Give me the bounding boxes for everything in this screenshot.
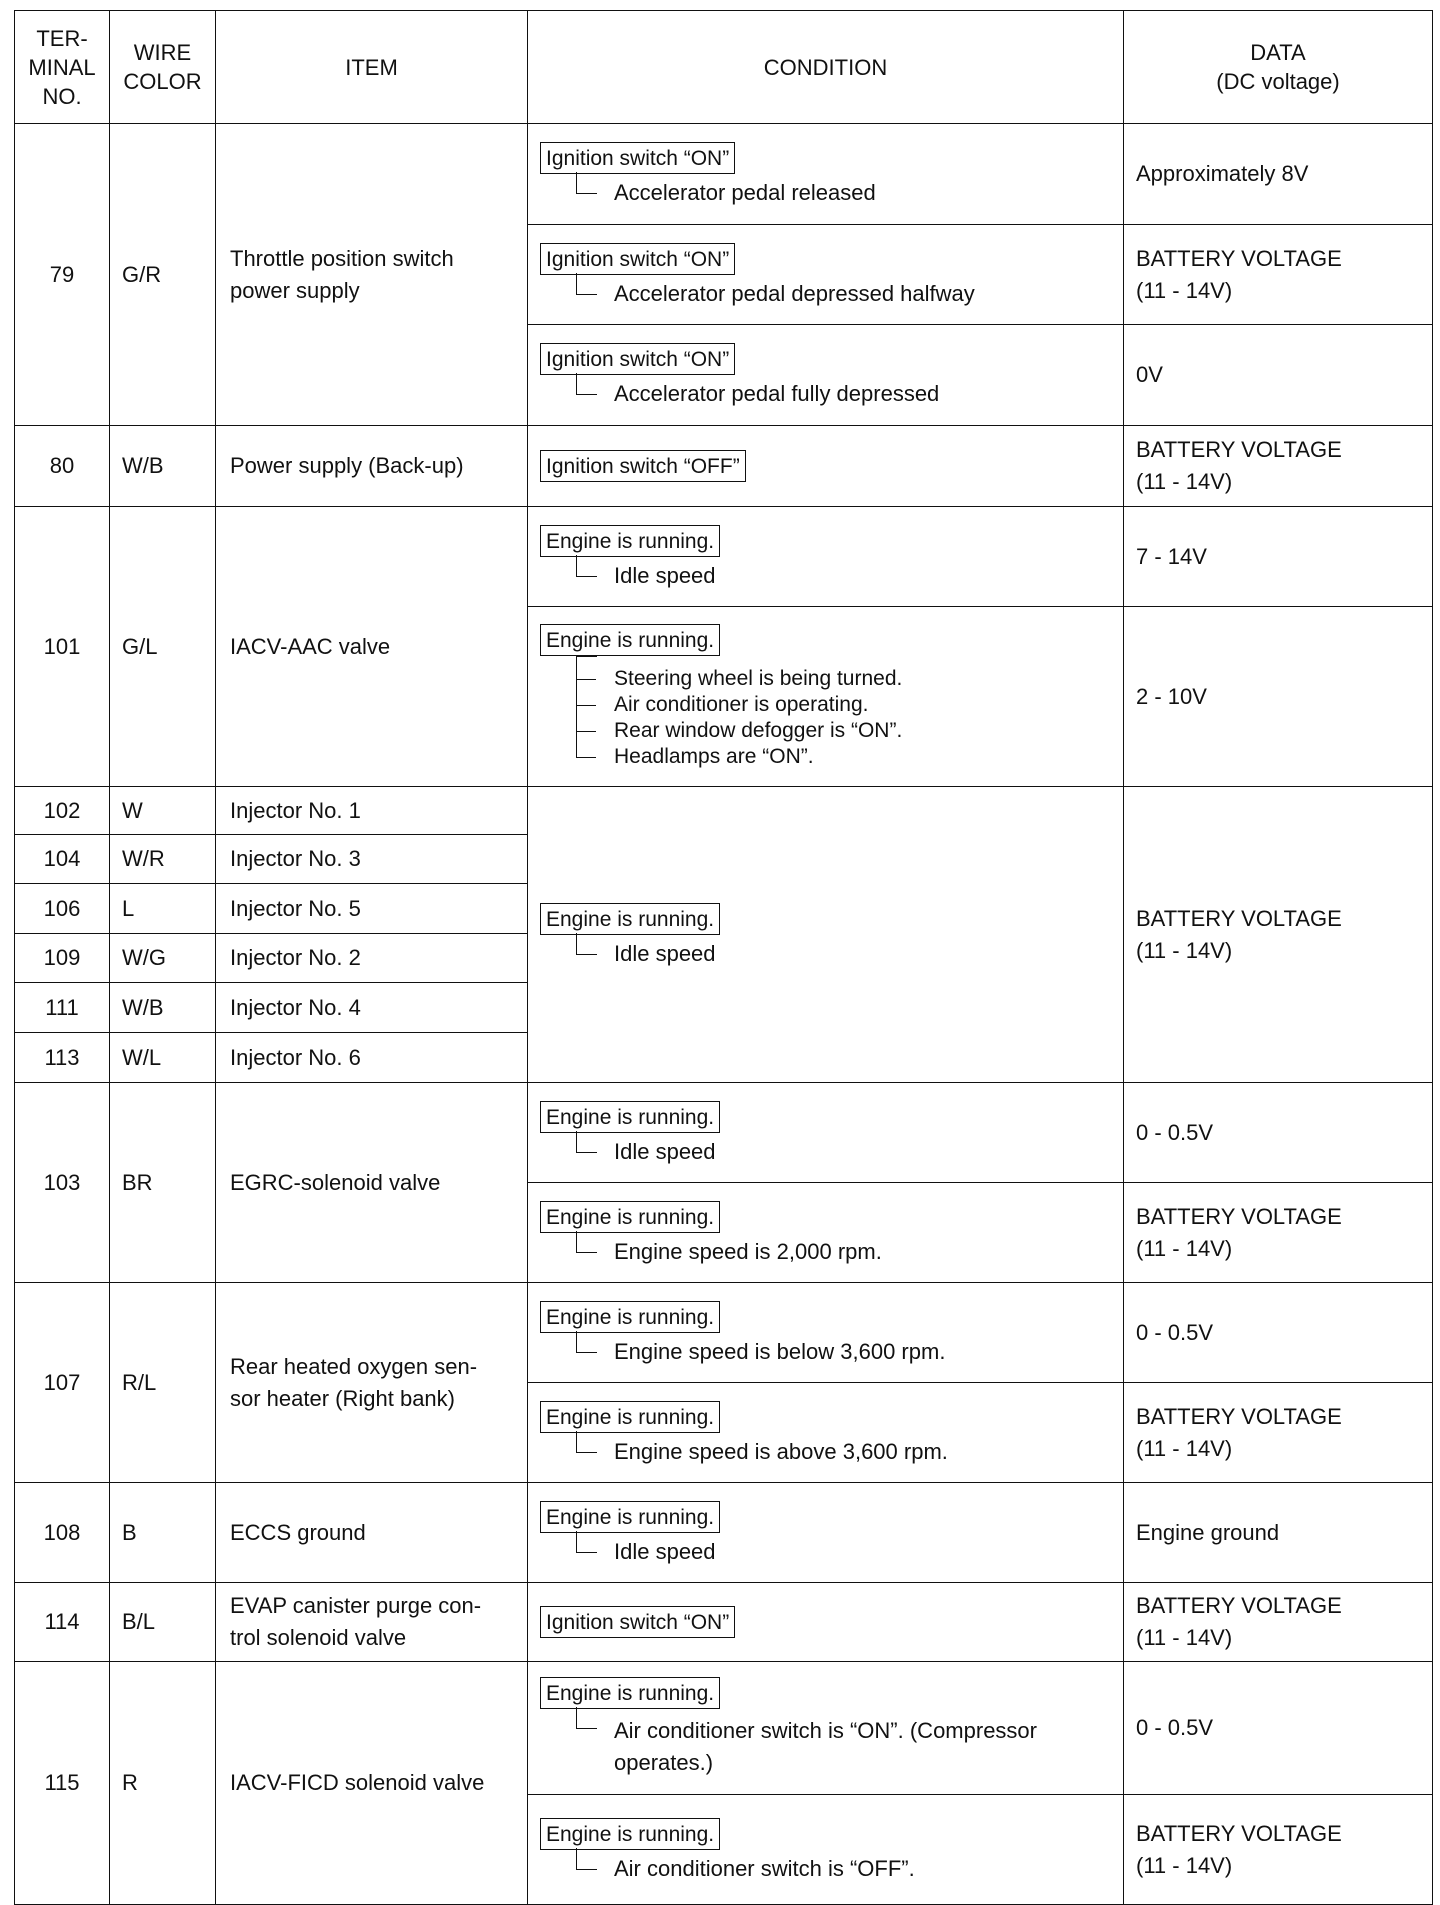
condition-box: Engine is running.	[540, 1101, 720, 1133]
data-value: BATTERY VOLTAGE (11 - 14V)	[1124, 426, 1433, 507]
sub-condition: Rear window defogger is “ON”.	[614, 718, 1113, 744]
sub-condition: Idle speed	[576, 563, 1113, 589]
condition	[528, 1795, 1124, 1905]
condition-box: Engine is running.	[540, 1501, 720, 1533]
tree-line	[576, 656, 577, 758]
condition	[528, 1662, 1124, 1795]
terminal-no: 106	[15, 884, 110, 934]
terminal-no: 111	[15, 983, 110, 1033]
sub-condition: Air conditioner switch is “ON”. (Compressor operates.)	[576, 1715, 1113, 1779]
wire-color: BR	[110, 1083, 216, 1283]
header-row	[15, 11, 1433, 124]
condition	[528, 1183, 1124, 1283]
condition	[528, 787, 1124, 1083]
wire-color: R/L	[110, 1283, 216, 1483]
sub-condition: Accelerator pedal fully depressed	[576, 381, 1113, 407]
wire-color: G/R	[110, 124, 216, 426]
table-row	[15, 1083, 1433, 1183]
condition-box: Ignition switch “ON”	[540, 343, 735, 375]
sub-condition: Steering wheel is being turned.	[614, 666, 1113, 692]
sub-condition: Engine speed is above 3,600 rpm.	[576, 1439, 1113, 1465]
header-terminal-no: TER- MINAL NO.	[15, 11, 110, 124]
item: IACV-FICD solenoid valve	[216, 1662, 528, 1905]
data-value: 0V	[1124, 325, 1433, 426]
item: EVAP canister purge con- trol solenoid valve	[216, 1583, 528, 1662]
item: Injector No. 4	[216, 983, 528, 1033]
wire-color: W/G	[110, 934, 216, 983]
condition-box: Engine is running.	[540, 1818, 720, 1850]
header-wire-color: WIRE COLOR	[110, 11, 216, 124]
condition-box: Engine is running.	[540, 1201, 720, 1233]
condition	[528, 1383, 1124, 1483]
data-value: BATTERY VOLTAGE (11 - 14V)	[1124, 1583, 1433, 1662]
condition	[528, 325, 1124, 426]
condition	[528, 426, 1124, 507]
wire-color: W/L	[110, 1033, 216, 1083]
terminal-no: 114	[15, 1583, 110, 1662]
data-value: BATTERY VOLTAGE (11 - 14V)	[1124, 1183, 1433, 1283]
condition	[528, 1483, 1124, 1583]
wire-color: W/R	[110, 835, 216, 884]
item: Power supply (Back-up)	[216, 426, 528, 507]
item: Injector No. 1	[216, 787, 528, 835]
wire-color: B/L	[110, 1583, 216, 1662]
table-row	[15, 1583, 1433, 1662]
sub-condition: Accelerator pedal depressed halfway	[576, 281, 1113, 307]
terminal-no: 108	[15, 1483, 110, 1583]
terminal-no: 101	[15, 507, 110, 787]
wire-color: R	[110, 1662, 216, 1905]
terminal-no: 102	[15, 787, 110, 835]
data-value: 0 - 0.5V	[1124, 1662, 1433, 1795]
wire-color: W/B	[110, 983, 216, 1033]
condition-box: Engine is running.	[540, 525, 720, 557]
data-value: 7 - 14V	[1124, 507, 1433, 607]
condition-box: Ignition switch “OFF”	[540, 450, 746, 482]
data-value: Approximately 8V	[1124, 124, 1433, 225]
condition-box: Ignition switch “ON”	[540, 243, 735, 275]
item: Injector No. 2	[216, 934, 528, 983]
data-value: BATTERY VOLTAGE (11 - 14V)	[1124, 787, 1433, 1083]
item: Injector No. 3	[216, 835, 528, 884]
wire-color: G/L	[110, 507, 216, 787]
table-row	[15, 507, 1433, 607]
terminal-no: 79	[15, 124, 110, 426]
header-data: DATA (DC voltage)	[1124, 11, 1433, 124]
ecm-terminal-table	[14, 10, 1433, 1905]
item: EGRC-solenoid valve	[216, 1083, 528, 1283]
item: Injector No. 5	[216, 884, 528, 934]
terminal-no: 104	[15, 835, 110, 884]
table-row	[15, 787, 1433, 835]
condition-box: Engine is running.	[540, 903, 720, 935]
wire-color: W/B	[110, 426, 216, 507]
table-row	[15, 426, 1433, 507]
table-row	[15, 1283, 1433, 1383]
condition	[528, 507, 1124, 607]
item: Rear heated oxygen sen- sor heater (Right bank)	[216, 1283, 528, 1483]
terminal-no: 113	[15, 1033, 110, 1083]
condition-box: Engine is running.	[540, 1301, 720, 1333]
sub-condition: Air conditioner is operating.	[614, 692, 1113, 718]
condition	[528, 1283, 1124, 1383]
terminal-no: 103	[15, 1083, 110, 1283]
item: Throttle position switch power supply	[216, 124, 528, 426]
item: ECCS ground	[216, 1483, 528, 1583]
wire-color: L	[110, 884, 216, 934]
sub-condition-list	[576, 666, 1113, 770]
table-row	[15, 1662, 1433, 1795]
sub-condition: Headlamps are “ON”.	[614, 744, 1113, 770]
table-row	[15, 1483, 1433, 1583]
condition	[528, 1583, 1124, 1662]
sub-condition: Idle speed	[576, 941, 1113, 967]
condition-box: Engine is running.	[540, 624, 720, 656]
terminal-no: 115	[15, 1662, 110, 1905]
condition	[528, 1083, 1124, 1183]
sub-condition: Air conditioner switch is “OFF”.	[576, 1856, 1113, 1882]
item: Injector No. 6	[216, 1033, 528, 1083]
sub-condition: Engine speed is below 3,600 rpm.	[576, 1339, 1113, 1365]
data-value: 0 - 0.5V	[1124, 1283, 1433, 1383]
terminal-no: 109	[15, 934, 110, 983]
data-value: 0 - 0.5V	[1124, 1083, 1433, 1183]
wire-color: W	[110, 787, 216, 835]
condition	[528, 607, 1124, 787]
sub-condition: Idle speed	[576, 1139, 1113, 1165]
condition	[528, 225, 1124, 325]
condition-box: Engine is running.	[540, 1401, 720, 1433]
header-condition: CONDITION	[528, 11, 1124, 124]
sub-condition: Accelerator pedal released	[576, 180, 1113, 206]
data-value: Engine ground	[1124, 1483, 1433, 1583]
condition	[528, 124, 1124, 225]
condition-box: Ignition switch “ON”	[540, 142, 735, 174]
condition-box: Ignition switch “ON”	[540, 1606, 735, 1638]
condition-box: Engine is running.	[540, 1677, 720, 1709]
terminal-no: 80	[15, 426, 110, 507]
sub-condition: Engine speed is 2,000 rpm.	[576, 1239, 1113, 1265]
terminal-data-sheet	[14, 10, 1432, 1898]
data-value: 2 - 10V	[1124, 607, 1433, 787]
data-value: BATTERY VOLTAGE (11 - 14V)	[1124, 1795, 1433, 1905]
terminal-no: 107	[15, 1283, 110, 1483]
data-value: BATTERY VOLTAGE (11 - 14V)	[1124, 1383, 1433, 1483]
wire-color: B	[110, 1483, 216, 1583]
data-value: BATTERY VOLTAGE (11 - 14V)	[1124, 225, 1433, 325]
table-row	[15, 124, 1433, 225]
item: IACV-AAC valve	[216, 507, 528, 787]
header-item: ITEM	[216, 11, 528, 124]
sub-condition: Idle speed	[576, 1539, 1113, 1565]
